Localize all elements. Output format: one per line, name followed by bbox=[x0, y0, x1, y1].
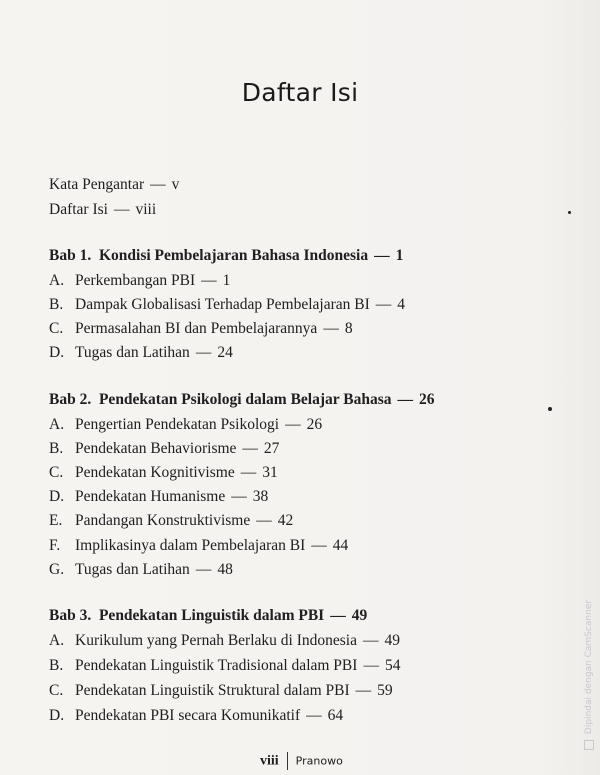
toc-entry-page: 48 bbox=[217, 561, 233, 578]
entry-letter: A. bbox=[49, 632, 65, 649]
chapter-1-heading bbox=[49, 247, 403, 265]
toc-entry-page: 59 bbox=[377, 682, 393, 699]
toc-entry-page: 49 bbox=[384, 632, 400, 649]
chapter-label: Bab 2. bbox=[49, 391, 92, 408]
toc-dash: — bbox=[363, 657, 379, 674]
toc-dash: — bbox=[231, 488, 247, 505]
footer-separator bbox=[287, 752, 288, 770]
toc-entry-text: Dampak Globalisasi Terhadap Pembelajaran BI bbox=[75, 296, 370, 313]
toc-entry bbox=[49, 296, 405, 314]
toc-entry bbox=[49, 561, 233, 579]
toc-dash: — bbox=[242, 440, 258, 457]
entry-letter: B. bbox=[49, 440, 64, 457]
toc-entry-text: Pendekatan Linguistik Tradisional dalam PBI bbox=[75, 657, 358, 674]
toc-dash: — bbox=[113, 201, 130, 218]
footer-page-number: viii bbox=[260, 753, 279, 769]
toc-entry-page: 44 bbox=[332, 537, 349, 554]
entry-letter: G. bbox=[49, 561, 65, 578]
toc-dash: — bbox=[201, 272, 217, 289]
toc-entry-text: Tugas dan Latihan bbox=[75, 344, 190, 361]
toc-entry-text: Daftar Isi bbox=[49, 201, 108, 218]
toc-entry-page: 24 bbox=[217, 344, 233, 361]
toc-entry-text: Pendekatan Linguistik Struktural dalam PBI bbox=[75, 682, 350, 699]
toc-entry bbox=[49, 632, 400, 650]
entry-letter: C. bbox=[49, 320, 64, 337]
toc-entry-kata-pengantar bbox=[49, 176, 179, 194]
toc-entry-page: 38 bbox=[252, 488, 269, 505]
toc-entry-text: Pendekatan Behaviorisme bbox=[75, 440, 237, 457]
entry-letter: E. bbox=[49, 512, 63, 529]
entry-letter: F. bbox=[49, 537, 61, 554]
chapter-title: Pendekatan Linguistik dalam PBI bbox=[98, 607, 325, 624]
toc-entry-page: v bbox=[171, 176, 180, 193]
chapter-page: 1 bbox=[395, 247, 404, 264]
entry-letter: D. bbox=[49, 707, 65, 724]
toc-dash: — bbox=[355, 682, 372, 699]
toc-entry bbox=[49, 416, 322, 434]
chapter-title: Kondisi Pembelajaran Bahasa Indonesia bbox=[98, 247, 369, 264]
toc-entry-text: Kata Pengantar bbox=[49, 176, 145, 193]
toc-entry bbox=[49, 682, 393, 700]
toc-entry-page: 31 bbox=[262, 464, 278, 481]
toc-entry-text: Pendekatan Humanisme bbox=[75, 488, 226, 505]
toc-entry-page: 54 bbox=[384, 657, 401, 674]
page-title: Daftar Isi bbox=[241, 78, 359, 107]
toc-entry-text: Perkembangan PBI bbox=[75, 272, 196, 289]
toc-dash: — bbox=[374, 247, 390, 264]
toc-entry-page: 42 bbox=[277, 512, 294, 529]
toc-entry-text: Implikasinya dalam Pembelajaran BI bbox=[75, 537, 306, 554]
toc-dash: — bbox=[362, 632, 379, 649]
toc-entry-page: 8 bbox=[344, 320, 353, 337]
entry-letter: A. bbox=[49, 272, 65, 289]
toc-entry-page: 1 bbox=[222, 272, 231, 289]
entry-letter: C. bbox=[49, 682, 64, 699]
toc-entry-text: Pandangan Konstruktivisme bbox=[75, 512, 251, 529]
toc-entry-text: Pendekatan Kognitivisme bbox=[75, 464, 235, 481]
toc-entry-text: Permasalahan BI dan Pembelajarannya bbox=[75, 320, 318, 337]
toc-entry-text: Tugas dan Latihan bbox=[75, 561, 190, 578]
page-footer bbox=[260, 752, 343, 770]
toc-entry bbox=[49, 440, 279, 458]
toc-entry bbox=[49, 464, 278, 482]
toc-dash: — bbox=[285, 416, 301, 433]
toc-dash: — bbox=[375, 296, 392, 313]
entry-letter: D. bbox=[49, 488, 65, 505]
toc-dash: — bbox=[256, 512, 272, 529]
entry-letter: A. bbox=[49, 416, 65, 433]
toc-entry bbox=[49, 707, 343, 725]
toc-entry-page: 64 bbox=[327, 707, 344, 724]
toc-entry bbox=[49, 657, 400, 675]
toc-entry bbox=[49, 537, 348, 555]
toc-dash: — bbox=[150, 176, 166, 193]
toc-entry bbox=[49, 320, 353, 338]
toc-dash: — bbox=[195, 344, 212, 361]
toc-entry-page: viii bbox=[135, 201, 157, 218]
entry-letter: B. bbox=[49, 296, 64, 313]
toc-entry bbox=[49, 344, 233, 362]
chapter-page: 49 bbox=[351, 607, 368, 624]
chapter-title: Pendekatan Psikologi dalam Belajar Bahasa bbox=[98, 391, 392, 408]
toc-dash: — bbox=[311, 537, 327, 554]
entry-letter: B. bbox=[49, 657, 64, 674]
chapter-label: Bab 3. bbox=[49, 607, 92, 624]
chapter-2-heading bbox=[49, 391, 435, 409]
chapter-3-heading bbox=[49, 607, 367, 625]
toc-entry bbox=[49, 488, 268, 506]
chapter-page: 26 bbox=[419, 391, 435, 408]
toc-entry bbox=[49, 512, 293, 530]
toc-dash: — bbox=[240, 464, 257, 481]
footer-author: Pranowo bbox=[295, 754, 343, 768]
toc-entry bbox=[49, 272, 230, 290]
toc-entry-page: 4 bbox=[397, 296, 406, 313]
toc-entry-page: 26 bbox=[306, 416, 323, 433]
watermark-text: Dipindai dengan CamScanner bbox=[584, 600, 594, 735]
scanner-watermark bbox=[584, 600, 594, 750]
toc-entry-text: Pendekatan PBI secara Komunikatif bbox=[75, 707, 301, 724]
toc-entry-text: Kurikulum yang Pernah Berlaku di Indonesia bbox=[75, 632, 357, 649]
chapter-label: Bab 1. bbox=[49, 247, 92, 264]
toc-dash: — bbox=[397, 391, 413, 408]
toc-dash: — bbox=[323, 320, 339, 337]
scan-speck bbox=[568, 211, 571, 214]
toc-dash: — bbox=[195, 561, 212, 578]
camscanner-icon bbox=[584, 740, 594, 750]
toc-entry-daftar-isi bbox=[49, 201, 156, 219]
scan-speck bbox=[548, 407, 552, 411]
entry-letter: C. bbox=[49, 464, 64, 481]
toc-entry-page: 27 bbox=[263, 440, 280, 457]
toc-dash: — bbox=[306, 707, 322, 724]
toc-dash: — bbox=[330, 607, 346, 624]
toc-entry-text: Pengertian Pendekatan Psikologi bbox=[75, 416, 280, 433]
entry-letter: D. bbox=[49, 344, 65, 361]
